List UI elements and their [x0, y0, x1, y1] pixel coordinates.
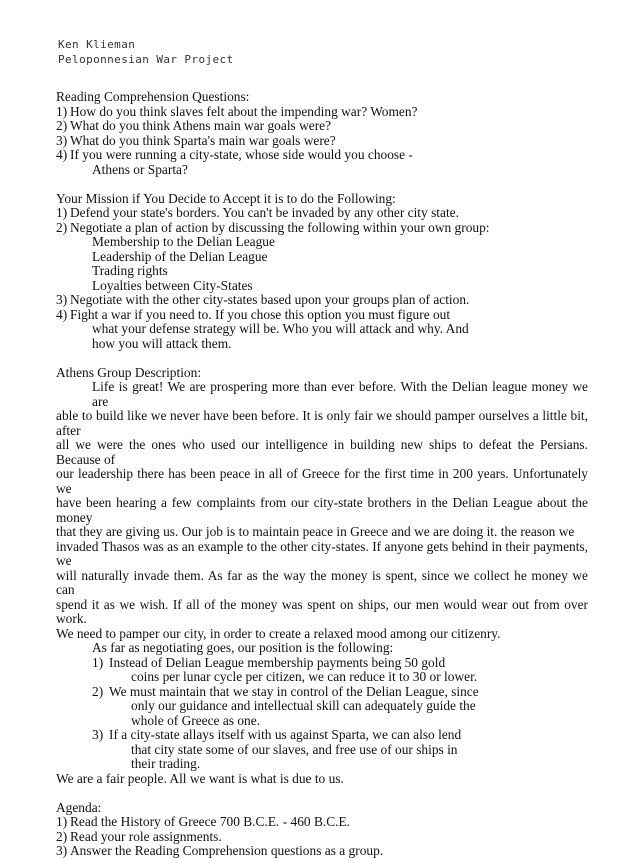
athens-position-number: 3) [92, 727, 104, 742]
mission-item [56, 221, 588, 236]
athens-position-continuation: their trading. [131, 756, 201, 771]
mission-item-text: Negotiate with the other city-states based upon your groups plan of action. [70, 292, 470, 307]
reading-question-number: 4) [56, 147, 68, 162]
athens-description-line: able to build like we never have been before. It is only fair we should pamper ourselves a little bit, after [56, 408, 588, 438]
athens-description-line: that they are giving us. Our job is to maintain peace in Greece and we are doing it. the reason we [56, 524, 575, 539]
mission-item-continuation: how you will attack them. [92, 335, 232, 351]
athens-position-continuation: whole of Greece as one. [131, 712, 261, 728]
mission-item-number: 4) [56, 306, 68, 322]
mission-item-continuation: what your defense strategy will be. Who you will attack and why. And [92, 321, 469, 336]
athens-position [56, 656, 588, 671]
athens-position-number: 1) [92, 654, 104, 670]
mission-item-number: 1) [56, 205, 68, 220]
reading-heading: Reading Comprehension Questions: [56, 89, 250, 104]
athens-position-continuation: that city state some of our slaves, and free use of our ships in [131, 741, 458, 757]
athens-description [56, 380, 588, 641]
athens-description-line: our leadership there has been peace in all of Greece for the first time in 200 years. Unfortunately we [56, 466, 588, 496]
athens-position [56, 728, 588, 743]
athens-position-continuation: only our guidance and intellectual skill can adequately guide the [131, 698, 476, 713]
mission-item-text: Fight a war if you need to. If you chose this option you must figure out [70, 306, 451, 322]
reading-question-number: 2) [56, 118, 68, 133]
agenda-heading: Agenda: [56, 799, 102, 815]
reading-question-continuation: Athens or Sparta? [92, 161, 188, 177]
mission-item-text: Negotiate a plan of action by discussing the following within your own group: [70, 219, 490, 235]
mission-subitem: Trading rights [92, 263, 168, 278]
agenda-item [56, 844, 588, 859]
mission-heading: Your Mission if You Decide to Accept it is to do the Following: [56, 190, 396, 206]
agenda-item-number: 1) [56, 814, 68, 829]
athens-description-line: Life is great! We are prospering more than ever before. With the Delian league money we are [92, 379, 588, 409]
athens-position-continuation: coins per lunar cycle per citizen, we can reduce it to 30 or lower. [131, 669, 478, 684]
mission-item-text: Defend your state's borders. You can't be invaded by any other city state. [70, 205, 459, 220]
athens-position-number: 2) [92, 683, 104, 699]
reading-question [56, 105, 588, 120]
athens-position-text: If a city-state allays itself with us against Sparta, we can also lend [109, 727, 462, 742]
mission-item [56, 206, 588, 221]
agenda-item-number: 2) [56, 828, 68, 844]
reading-question [56, 119, 588, 134]
athens-position [56, 685, 588, 700]
reading-question-text: If you were running a city-state, whose side would you choose - [70, 147, 413, 162]
athens-position-intro: As far as negotiating goes, our position is the following: [92, 640, 394, 655]
agenda-item [56, 830, 588, 845]
athens-description-line: We need to pamper our city, in order to create a relaxed mood among our citizenry. [56, 625, 501, 641]
agenda-item-number: 3) [56, 843, 68, 858]
agenda-item-text: Read the History of Greece 700 B.C.E. - 460 B.C.E. [70, 814, 351, 829]
athens-description-line: all we were the ones who used our intelligence in building new ships to defeat the Persians. Because of [56, 437, 588, 467]
athens-description-line: invaded Thasos was as an example to the other city-states. If anyone gets behind in their payments, we [56, 538, 588, 568]
project-title: Peloponnesian War Project [58, 53, 234, 66]
mission-subitem: Loyalties between City-States [92, 277, 253, 293]
reading-question [56, 134, 588, 149]
athens-description-line: will naturally invade them. As far as the way the money is spent, since we collect he money we can [56, 567, 588, 597]
mission-subitem: Membership to the Delian League [92, 234, 275, 249]
agenda-item [56, 815, 588, 830]
mission-item-number: 3) [56, 292, 68, 307]
author-name: Ken Klieman [58, 38, 136, 51]
athens-heading: Athens Group Description: [56, 364, 202, 380]
reading-question-number: 3) [56, 132, 68, 148]
athens-position-text: Instead of Delian League membership payments being 50 gold [109, 654, 446, 670]
athens-position-text: We must maintain that we stay in control of the Delian League, since [109, 683, 479, 699]
athens-description-line: spend it as we wish. If all of the money was spent on ships, our men would wear out from over work. [56, 596, 588, 626]
mission-item-number: 2) [56, 219, 68, 235]
reading-question [56, 148, 588, 163]
reading-question-text: How do you think slaves felt about the impending war? Women? [70, 103, 418, 119]
document-body [56, 90, 588, 859]
reading-question-text: What do you think Sparta's main war goals were? [70, 132, 336, 148]
mission-item [56, 308, 588, 323]
athens-description-line: have been hearing a few complaints from our city-state brothers in the Delian League about the money [56, 495, 588, 525]
athens-closing: We are a fair people. All we want is what is due to us. [56, 770, 344, 786]
mission-item [56, 293, 588, 308]
agenda-item-text: Answer the Reading Comprehension questions as a group. [70, 843, 384, 858]
reading-question-number: 1) [56, 103, 68, 119]
reading-question-text: What do you think Athens main war goals were? [70, 118, 332, 133]
agenda-item-text: Read your role assignments. [70, 828, 222, 844]
mission-subitem: Leadership of the Delian League [92, 248, 268, 264]
